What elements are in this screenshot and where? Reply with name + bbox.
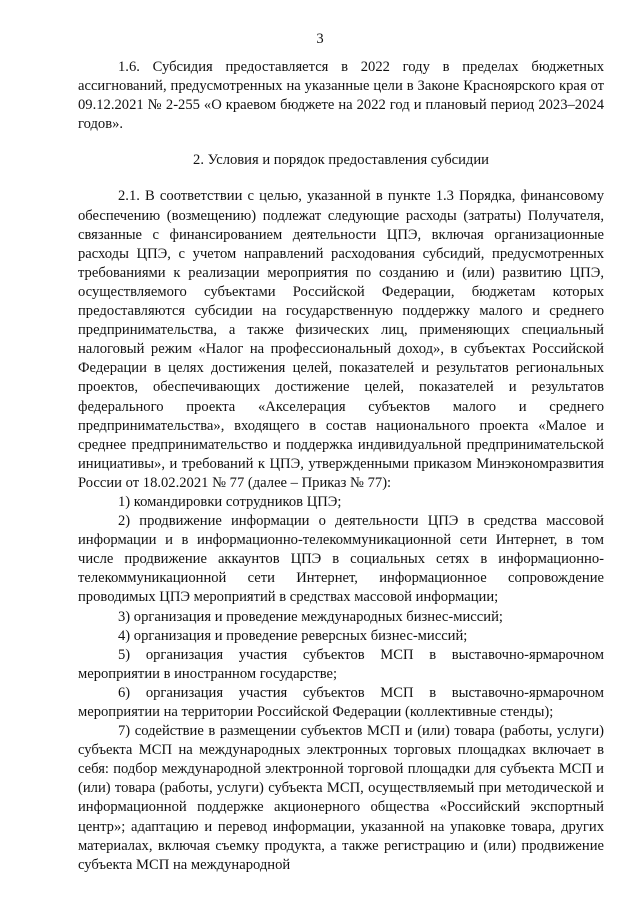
paragraph-2-1: 2.1. В соответствии с целью, указанной в пункте 1.3 Порядка, финансовому обеспечению (возмещению) подлежат следующие расходы (затраты) Получателя, связанные с финансированием деятельности ЦПЭ, включая организационные расходы ЦПЭ, с учетом направлений расходования субсидий, предусмотренных требованиями к реализации мероприятия по созданию и (или) развитию ЦПЭ, осуществляемого субъектами Российской Федерации, бюджетам которых предоставляются субсидии на государственную поддержку малого и среднего предпринимательства, а также физических лиц, применяющих специальный налоговый режим «Налог на профессиональный доход», в субъектах Российской Федерации в целях достижения целей, показателей и результатов региональных проектов, обеспечивающих достижение целей, показателей и результатов федерального проекта «Акселерация субъектов малого и среднего предпринимательства», входящего в состав национального проекта «Малое и среднее предпринимательство и поддержка индивидуальной предпринимательской инициативы», и требований к ЦПЭ, утвержденными приказом Минэкономразвития России от 18.02.2021 № 77 (далее – Приказ № 77): bbox=[78, 188, 604, 491]
list-item-4: 4) организация и проведение реверсных бизнес-миссий; bbox=[118, 627, 468, 644]
list-item-3: 3) организация и проведение международных бизнес-миссий; bbox=[118, 608, 503, 625]
list-item-7: 7) содействие в размещении субъектов МСП и (или) товара (работы, услуги) субъекта МСП на международных электронных торговых площадках включает в себя: подбор международной электронной торговой площадки для субъекта МСП и (или) товара (работы, услуги) субъекта МСП, осуществляемый при методической и информационной поддержке акционерного общества «Российский экспортный центр»; адаптацию и перевод информации, указанной на упаковке товара, других материалах, включая съемку продукта, а также регистрацию и (или) продвижение субъекта МСП на международной bbox=[78, 723, 604, 873]
document-body bbox=[78, 58, 604, 875]
paragraph-1-6: 1.6. Субсидия предоставляется в 2022 году в пределах бюджетных ассигнований, предусмотренных на указанные цели в Законе Красноярского края от 09.12.2021 № 2-255 «О краевом бюджете на 2022 год и плановый период 2023–2024 годов». bbox=[78, 59, 604, 133]
page-number: 3 bbox=[316, 31, 324, 47]
list-item-1: 1) командировки сотрудников ЦПЭ; bbox=[118, 493, 342, 510]
list-item-6: 6) организация участия субъектов МСП в выставочно-ярмарочном мероприятии на территории Российской Федерации (коллективные стенды); bbox=[78, 684, 604, 720]
list-item-2: 2) продвижение информации о деятельности ЦПЭ в средства массовой информации и в информационно-телекоммуникационной сети Интернет, в том числе продвижение аккаунтов ЦПЭ в социальных сетях в информационно-телекоммуникационной сети Интернет, информационное сопровождение проводимых ЦПЭ мероприятий в средствах массовой информации; bbox=[78, 513, 604, 606]
list-item-5: 5) организация участия субъектов МСП в выставочно-ярмарочном мероприятии в иностранном государстве; bbox=[78, 646, 604, 682]
section-heading: 2. Условия и порядок предоставления субсидии bbox=[193, 152, 489, 169]
